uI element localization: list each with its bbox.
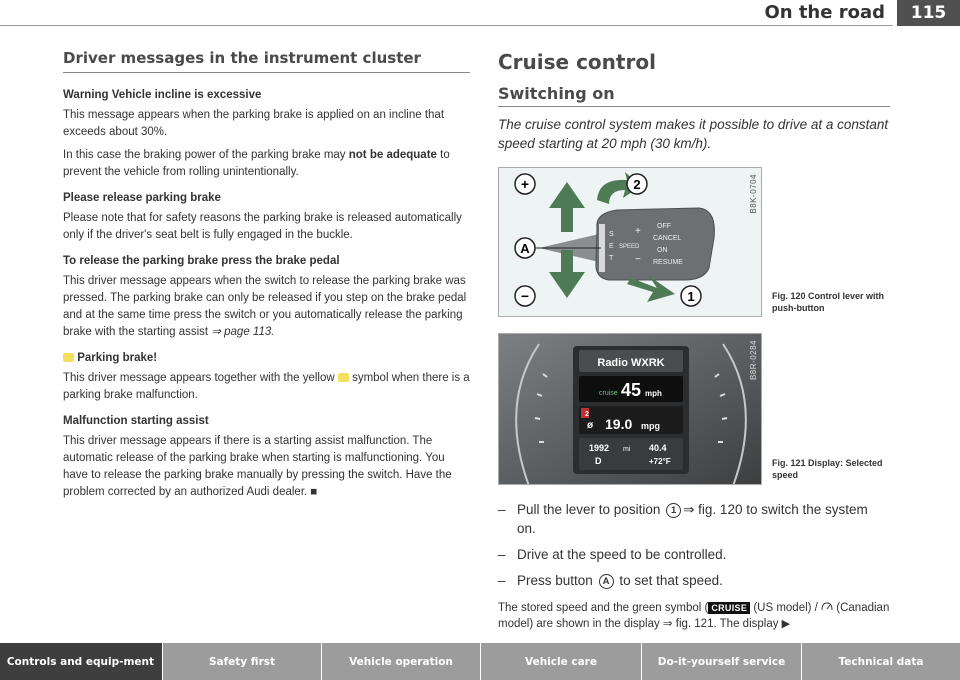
lever-e: E	[609, 243, 614, 250]
odometer-unit: mi	[623, 446, 631, 453]
figure-121-code: B8R-0284	[749, 340, 758, 381]
malfunction-p1: This driver message appears if there is a starting assist malfunction. The automatic release of the parking brake when starting is malfunctioning. You have to release the parking brake manually by pressing the switch. Have the problem corrected by an authorized Audi dealer. ■	[63, 435, 452, 498]
step-2: – Drive at the speed to be controlled.	[498, 547, 727, 562]
indicator-number: 2	[585, 411, 589, 418]
odometer: 1992	[589, 443, 610, 453]
footer-tab-vehicle-operation[interactable]: Vehicle operation	[321, 643, 480, 680]
mpg-prefix: ø	[587, 420, 594, 431]
svg-text:−: −	[520, 288, 530, 304]
label-plus	[515, 174, 535, 194]
figure-121-caption: Fig. 121 Display: Selected speed	[772, 458, 883, 480]
radio-station: Radio WXRK	[597, 357, 665, 369]
svg-text:2: 2	[633, 177, 641, 192]
footer-tab-technical-data[interactable]: Technical data	[801, 643, 960, 680]
switching-on-subtitle: Switching on	[498, 84, 890, 107]
label-minus	[515, 286, 535, 306]
incline-title: Warning Vehicle incline is excessive	[63, 89, 262, 101]
parking-title: Parking brake!	[63, 350, 470, 367]
incline-p2: In this case the braking power of the parking brake may not be adequate to prevent the vehicle from rolling unintentionally.	[63, 149, 450, 178]
page-number: 115	[897, 0, 960, 26]
release-p1: Please note that for safety reasons the parking brake is released automatically only if the driver's seat belt is fully engaged in the buckle.	[63, 212, 462, 241]
page-ref[interactable]: ⇒ page 113.	[211, 326, 275, 338]
section-title: On the road	[764, 2, 885, 23]
svg-text:+: +	[520, 176, 530, 192]
mpg-value: 19.0	[605, 416, 633, 432]
note-text: The stored speed and the green symbol ( CRUISE (US model) / (Canadian model) are shown in the display ⇒ fig. 121. The display ▶	[498, 602, 890, 630]
release-title: Please release parking brake	[63, 192, 221, 204]
cruise-symbol-badge: CRUISE	[708, 602, 750, 614]
steps-list	[498, 500, 890, 597]
canadian-cruise-symbol-icon	[821, 601, 833, 612]
lever-plus: +	[635, 226, 641, 237]
footer-tab-safety[interactable]: Safety first	[162, 643, 321, 680]
figure-120-code: B8K-0704	[749, 174, 758, 214]
label-two	[627, 174, 647, 194]
speed-unit: mph	[645, 389, 662, 398]
position-1-marker: 1	[666, 503, 681, 518]
lever-resume: RESUME	[653, 259, 683, 266]
footer-tab-diy-service[interactable]: Do-it-yourself service	[641, 643, 801, 680]
step-1: – Pull the lever to position 1 ⇒ fig. 120 to switch the system on.	[498, 502, 868, 536]
gear-indicator: D	[595, 456, 602, 466]
svg-text:A: A	[520, 241, 530, 256]
footer-tab-controls[interactable]: Controls and equip-ment	[0, 643, 162, 680]
lever-speed: SPEED	[619, 244, 640, 250]
step-3: – Press button A to set that speed.	[498, 573, 723, 588]
mpg-unit: mpg	[641, 421, 660, 431]
malfunction-title: Malfunction starting assist	[63, 415, 209, 427]
figure-120-caption: Fig. 120 Control lever with push-button	[772, 291, 885, 313]
end-mark: ■	[310, 486, 318, 498]
lever-t: T	[609, 255, 614, 262]
button-a-marker: A	[599, 574, 614, 589]
header-rule	[0, 25, 893, 26]
footer-tab-vehicle-care[interactable]: Vehicle care	[480, 643, 641, 680]
pedal-p1: This driver message appears when the switch to release the parking brake was pressed. The parking brake can only be released if you step on the brake pedal and at the same time press the switch or you automatically release the parking brake with the starting assist ⇒ page 113.	[63, 275, 467, 338]
parking-brake-icon	[338, 373, 349, 382]
instrument-display-illustration	[499, 334, 762, 485]
cruise-label: cruise	[599, 390, 618, 397]
outside-temp: +72°F	[649, 457, 671, 466]
label-a	[515, 238, 535, 258]
svg-text:1: 1	[687, 289, 695, 304]
lever-off: OFF	[657, 223, 671, 230]
continue-arrow-icon: ▶	[781, 618, 791, 630]
figure-control-lever	[498, 167, 762, 317]
intro-text: The cruise control system makes it possible to drive at a constant speed starting at 20 mph (30 km/h).	[498, 117, 889, 151]
lever-minus: −	[635, 254, 641, 265]
left-column	[63, 50, 470, 507]
lever-s: S	[609, 231, 614, 238]
incline-p1: This message appears when the parking brake is applied on an incline that exceeds about 30%.	[63, 109, 445, 138]
lever-on: ON	[657, 247, 668, 254]
fig-120-ref[interactable]: ⇒ fig. 120 to switch the system on.	[517, 502, 868, 536]
control-lever-illustration	[499, 168, 762, 317]
trip-value: 40.4	[649, 443, 667, 453]
label-one	[681, 286, 701, 306]
figure-display	[498, 333, 762, 485]
lever-cancel: CANCEL	[653, 235, 682, 242]
cruise-title: Cruise control	[498, 50, 656, 74]
speed-value: 45	[621, 380, 642, 400]
left-heading: Driver messages in the instrument cluster	[63, 50, 470, 73]
right-column	[498, 50, 890, 153]
parking-p1: This driver message appears together with the yellow symbol when there is a parking brake malfunction.	[63, 372, 470, 401]
parking-brake-icon	[63, 353, 74, 362]
footer-nav	[0, 643, 960, 680]
pedal-title: To release the parking brake press the brake pedal	[63, 255, 340, 267]
